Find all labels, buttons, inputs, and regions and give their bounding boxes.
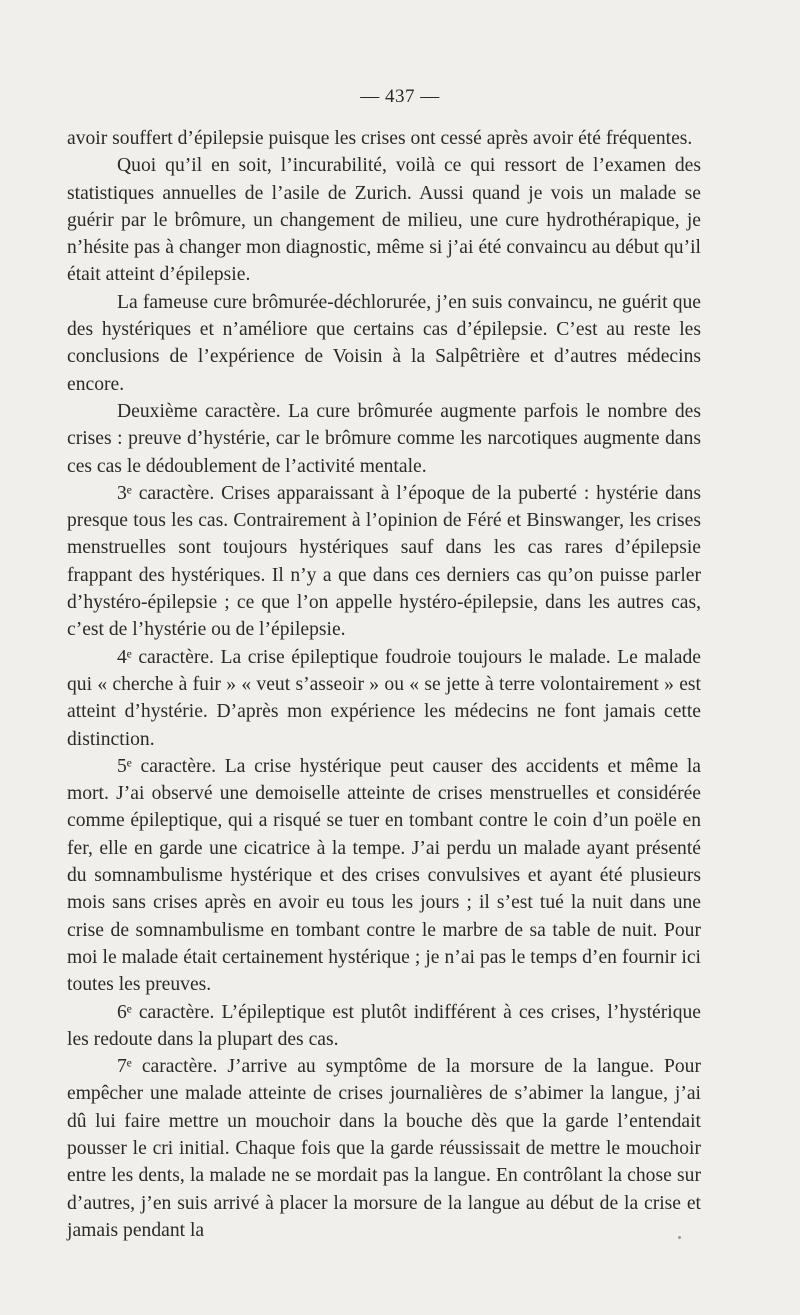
- paper-speck: [678, 1236, 681, 1239]
- paragraph-fifth-character: 5ᵉ caractère. La crise hystérique peut causer des accidents et même la mort. J’ai observé une demoiselle atteinte de crises menstruelles et considérée comme épileptique, qui a risqué se tuer en tombant contre le coin d’un poële en fer, elle en garde une cicatrice à la tempe. J’ai perdu un malade ayant présenté du somnambulisme hystérique et des crises convulsives et ayant été plusieurs mois sans crises après en avoir eu tous les jours ; il s’est tué la nuit dans une crise de somnambulisme en tombant contre le marbre de sa table de nuit. Pour moi le malade était certainement hystérique ; je n’ai pas le temps d’en fournir ici toutes les preuves.: [67, 755, 701, 996]
- body-text: [67, 125, 701, 1244]
- paragraph-fourth-character: 4ᵉ caractère. La crise épileptique foudroie toujours le malade. Le malade qui « cherche à fuir » « veut s’asseoir » ou « se jette à terre volontairement » est atteint d’hystérie. D’après mon expérience les médecins ne font jamais cette distinction.: [67, 646, 701, 750]
- paragraph-continuation: avoir souffert d’épilepsie puisque les crises ont cessé après avoir été fréquentes.: [67, 128, 693, 149]
- page-number: — 437 —: [360, 86, 440, 107]
- paragraph-bromure-cure: La fameuse cure brômurée-déchlorurée, j’en suis convaincu, ne guérit que des hystériques et n’améliore que certains cas d’épilepsie. C’est au reste les conclusions de l’expérience de Voisin à la Salpêtrière et d’autres médecins encore.: [67, 291, 701, 395]
- paragraph-second-character: Deuxième caractère. La cure brômurée augmente parfois le nombre des crises : preuve d’hystérie, car le brômure comme les narcotiques augmente dans ces cas le dédoublement de l’activité mentale.: [67, 400, 701, 477]
- paragraph-third-character: 3ᵉ caractère. Crises apparaissant à l’époque de la puberté : hystérie dans presque tous les cas. Contrairement à l’opinion de Féré et Binswanger, les crises menstruelles sont toujours hystériques sauf dans les cas rares d’épilepsie frappant des hystériques. Il n’y a que dans ces derniers cas qu’on puisse parler d’hystéro-épilepsie ; ce que l’on appelle hystéro-épilepsie, dans les autres cas, c’est de l’hystérie ou de l’épilepsie.: [67, 482, 701, 641]
- paragraph-seventh-character: 7ᵉ caractère. J’arrive au symptôme de la morsure de la langue. Pour empêcher une malade atteinte de crises journalières de s’abimer la langue, j’ai dû lui faire mettre un mouchoir dans la bouche dès que la garde l’entendait pousser le cri initial. Chaque fois que la garde réussissait de mettre le mouchoir entre les dents, la malade ne se mordait pas la langue. En contrôlant la chose sur d’autres, j’en suis arrivé à placer la morsure de la langue au début de la crise et jamais pendant la: [67, 1056, 701, 1241]
- paragraph-incurability: Quoi qu’il en soit, l’incurabilité, voilà ce qui ressort de l’examen des statistiques annuelles de l’asile de Zurich. Aussi quand je vois un malade se guérir par le brômure, un changement de milieu, une cure hydrothérapique, je n’hésite pas à changer mon diagnostic, même si j’ai été convaincu au début qu’il était atteint d’épilepsie.: [67, 155, 701, 286]
- paragraph-sixth-character: 6ᵉ caractère. L’épileptique est plutôt indifférent à ces crises, l’hystérique les redoute dans la plupart des cas.: [67, 1001, 701, 1050]
